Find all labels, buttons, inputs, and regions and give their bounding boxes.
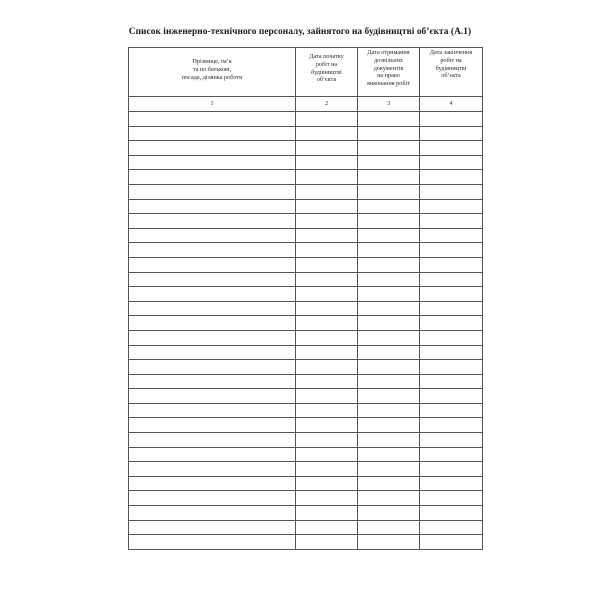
- table-row: [129, 228, 483, 243]
- cell-start-date: [296, 141, 358, 156]
- cell-permit-date: [358, 112, 420, 127]
- cell-name-position: [129, 506, 296, 521]
- cell-start-date: [296, 214, 358, 229]
- header-line: робіт на: [440, 56, 462, 64]
- table-header-row: [129, 48, 483, 97]
- cell-name-position: [129, 257, 296, 272]
- cell-name-position: [129, 112, 296, 127]
- column-number: 2: [296, 97, 358, 112]
- cell-start-date: [296, 506, 358, 521]
- cell-end-date: [420, 447, 483, 462]
- header-line: об’єкта: [441, 72, 461, 80]
- cell-name-position: [129, 462, 296, 477]
- cell-name-position: [129, 374, 296, 389]
- cell-name-position: [129, 535, 296, 550]
- cell-end-date: [420, 199, 483, 214]
- cell-end-date: [420, 374, 483, 389]
- cell-start-date: [296, 345, 358, 360]
- table-row: [129, 447, 483, 462]
- cell-end-date: [420, 155, 483, 170]
- header-line: на право: [377, 72, 400, 80]
- cell-start-date: [296, 447, 358, 462]
- header-start-date: [296, 48, 358, 97]
- cell-name-position: [129, 141, 296, 156]
- cell-end-date: [420, 389, 483, 404]
- table-row: [129, 126, 483, 141]
- column-number: 1: [129, 97, 296, 112]
- cell-permit-date: [358, 155, 420, 170]
- cell-end-date: [420, 184, 483, 199]
- cell-permit-date: [358, 374, 420, 389]
- cell-permit-date: [358, 433, 420, 448]
- cell-start-date: [296, 272, 358, 287]
- table-row: [129, 287, 483, 302]
- column-number: 4: [420, 97, 483, 112]
- header-line: дозвільних: [374, 56, 403, 64]
- table-row: [129, 433, 483, 448]
- cell-permit-date: [358, 462, 420, 477]
- header-name-position: [129, 48, 296, 97]
- cell-name-position: [129, 389, 296, 404]
- cell-permit-date: [358, 520, 420, 535]
- cell-start-date: [296, 462, 358, 477]
- cell-permit-date: [358, 418, 420, 433]
- cell-start-date: [296, 389, 358, 404]
- cell-name-position: [129, 403, 296, 418]
- cell-name-position: [129, 228, 296, 243]
- cell-name-position: [129, 301, 296, 316]
- cell-permit-date: [358, 316, 420, 331]
- cell-end-date: [420, 535, 483, 550]
- header-end-date: [420, 48, 483, 97]
- cell-permit-date: [358, 476, 420, 491]
- cell-start-date: [296, 199, 358, 214]
- cell-end-date: [420, 287, 483, 302]
- cell-permit-date: [358, 170, 420, 185]
- cell-end-date: [420, 491, 483, 506]
- cell-name-position: [129, 126, 296, 141]
- header-line: посада, ділянка роботи: [181, 73, 243, 81]
- cell-end-date: [420, 330, 483, 345]
- cell-permit-date: [358, 491, 420, 506]
- cell-end-date: [420, 403, 483, 418]
- header-line: Дата закінчення: [429, 49, 473, 56]
- column-number-row: [129, 97, 483, 112]
- cell-permit-date: [358, 126, 420, 141]
- cell-start-date: [296, 170, 358, 185]
- table-row: [129, 520, 483, 535]
- cell-name-position: [129, 272, 296, 287]
- table-row: [129, 243, 483, 258]
- cell-end-date: [420, 272, 483, 287]
- cell-start-date: [296, 184, 358, 199]
- cell-permit-date: [358, 345, 420, 360]
- cell-start-date: [296, 520, 358, 535]
- table-row: [129, 462, 483, 477]
- cell-name-position: [129, 214, 296, 229]
- cell-permit-date: [358, 243, 420, 258]
- column-number: 3: [358, 97, 420, 112]
- table-row: [129, 330, 483, 345]
- table-row: [129, 112, 483, 127]
- cell-permit-date: [358, 141, 420, 156]
- cell-name-position: [129, 345, 296, 360]
- cell-start-date: [296, 301, 358, 316]
- cell-end-date: [420, 345, 483, 360]
- table-row: [129, 316, 483, 331]
- cell-name-position: [129, 199, 296, 214]
- cell-name-position: [129, 184, 296, 199]
- cell-start-date: [296, 476, 358, 491]
- cell-end-date: [420, 112, 483, 127]
- header-line: будівництві: [311, 68, 342, 76]
- cell-end-date: [420, 126, 483, 141]
- cell-start-date: [296, 316, 358, 331]
- header-line: робіт на: [315, 60, 338, 68]
- cell-permit-date: [358, 287, 420, 302]
- cell-permit-date: [358, 360, 420, 375]
- cell-start-date: [296, 330, 358, 345]
- cell-start-date: [296, 155, 358, 170]
- header-line: Дата отримання: [367, 49, 410, 56]
- cell-permit-date: [358, 228, 420, 243]
- table-row: [129, 374, 483, 389]
- cell-start-date: [296, 433, 358, 448]
- cell-permit-date: [358, 330, 420, 345]
- cell-end-date: [420, 520, 483, 535]
- table-row: [129, 389, 483, 404]
- table-row: [129, 184, 483, 199]
- cell-permit-date: [358, 506, 420, 521]
- cell-end-date: [420, 141, 483, 156]
- header-permit-date: [358, 48, 420, 97]
- cell-end-date: [420, 506, 483, 521]
- cell-permit-date: [358, 301, 420, 316]
- header-line: виконання робіт: [367, 80, 410, 88]
- cell-end-date: [420, 170, 483, 185]
- cell-start-date: [296, 374, 358, 389]
- cell-permit-date: [358, 389, 420, 404]
- cell-end-date: [420, 433, 483, 448]
- table-row: [129, 403, 483, 418]
- cell-permit-date: [358, 199, 420, 214]
- cell-end-date: [420, 418, 483, 433]
- cell-permit-date: [358, 447, 420, 462]
- cell-name-position: [129, 155, 296, 170]
- table-row: [129, 141, 483, 156]
- cell-name-position: [129, 287, 296, 302]
- cell-start-date: [296, 418, 358, 433]
- cell-name-position: [129, 433, 296, 448]
- table-row: [129, 418, 483, 433]
- cell-end-date: [420, 228, 483, 243]
- table-row: [129, 155, 483, 170]
- cell-end-date: [420, 301, 483, 316]
- table-row: [129, 301, 483, 316]
- cell-start-date: [296, 112, 358, 127]
- cell-end-date: [420, 360, 483, 375]
- cell-end-date: [420, 214, 483, 229]
- cell-end-date: [420, 462, 483, 477]
- header-line: та по батькові,: [192, 65, 232, 73]
- table-row: [129, 506, 483, 521]
- cell-name-position: [129, 520, 296, 535]
- personnel-table: [128, 47, 483, 550]
- cell-name-position: [129, 170, 296, 185]
- cell-name-position: [129, 330, 296, 345]
- cell-start-date: [296, 243, 358, 258]
- table-row: [129, 535, 483, 550]
- cell-end-date: [420, 257, 483, 272]
- cell-name-position: [129, 243, 296, 258]
- cell-permit-date: [358, 214, 420, 229]
- table-row: [129, 199, 483, 214]
- cell-name-position: [129, 418, 296, 433]
- cell-permit-date: [358, 257, 420, 272]
- table-row: [129, 491, 483, 506]
- cell-start-date: [296, 360, 358, 375]
- table-row: [129, 360, 483, 375]
- header-line: Дата початку: [309, 53, 344, 60]
- header-line: об’єкта: [316, 76, 337, 84]
- cell-permit-date: [358, 535, 420, 550]
- table-row: [129, 257, 483, 272]
- header-line: документів: [373, 64, 404, 72]
- cell-end-date: [420, 476, 483, 491]
- cell-permit-date: [358, 272, 420, 287]
- document-title: Список інженерно-технічного персоналу, зайнятого на будівництві об’єкта (А.1): [128, 27, 472, 37]
- cell-start-date: [296, 287, 358, 302]
- table-row: [129, 170, 483, 185]
- table-row: [129, 214, 483, 229]
- cell-start-date: [296, 257, 358, 272]
- header-line: Прізвище, ім’я: [192, 58, 232, 65]
- header-line: будівництві: [435, 64, 467, 72]
- cell-name-position: [129, 491, 296, 506]
- cell-name-position: [129, 476, 296, 491]
- table-row: [129, 476, 483, 491]
- table-row: [129, 345, 483, 360]
- cell-start-date: [296, 126, 358, 141]
- cell-name-position: [129, 447, 296, 462]
- cell-end-date: [420, 243, 483, 258]
- cell-start-date: [296, 403, 358, 418]
- table-row: [129, 272, 483, 287]
- cell-end-date: [420, 316, 483, 331]
- cell-name-position: [129, 316, 296, 331]
- cell-permit-date: [358, 184, 420, 199]
- cell-permit-date: [358, 403, 420, 418]
- cell-start-date: [296, 535, 358, 550]
- cell-start-date: [296, 228, 358, 243]
- cell-start-date: [296, 491, 358, 506]
- cell-name-position: [129, 360, 296, 375]
